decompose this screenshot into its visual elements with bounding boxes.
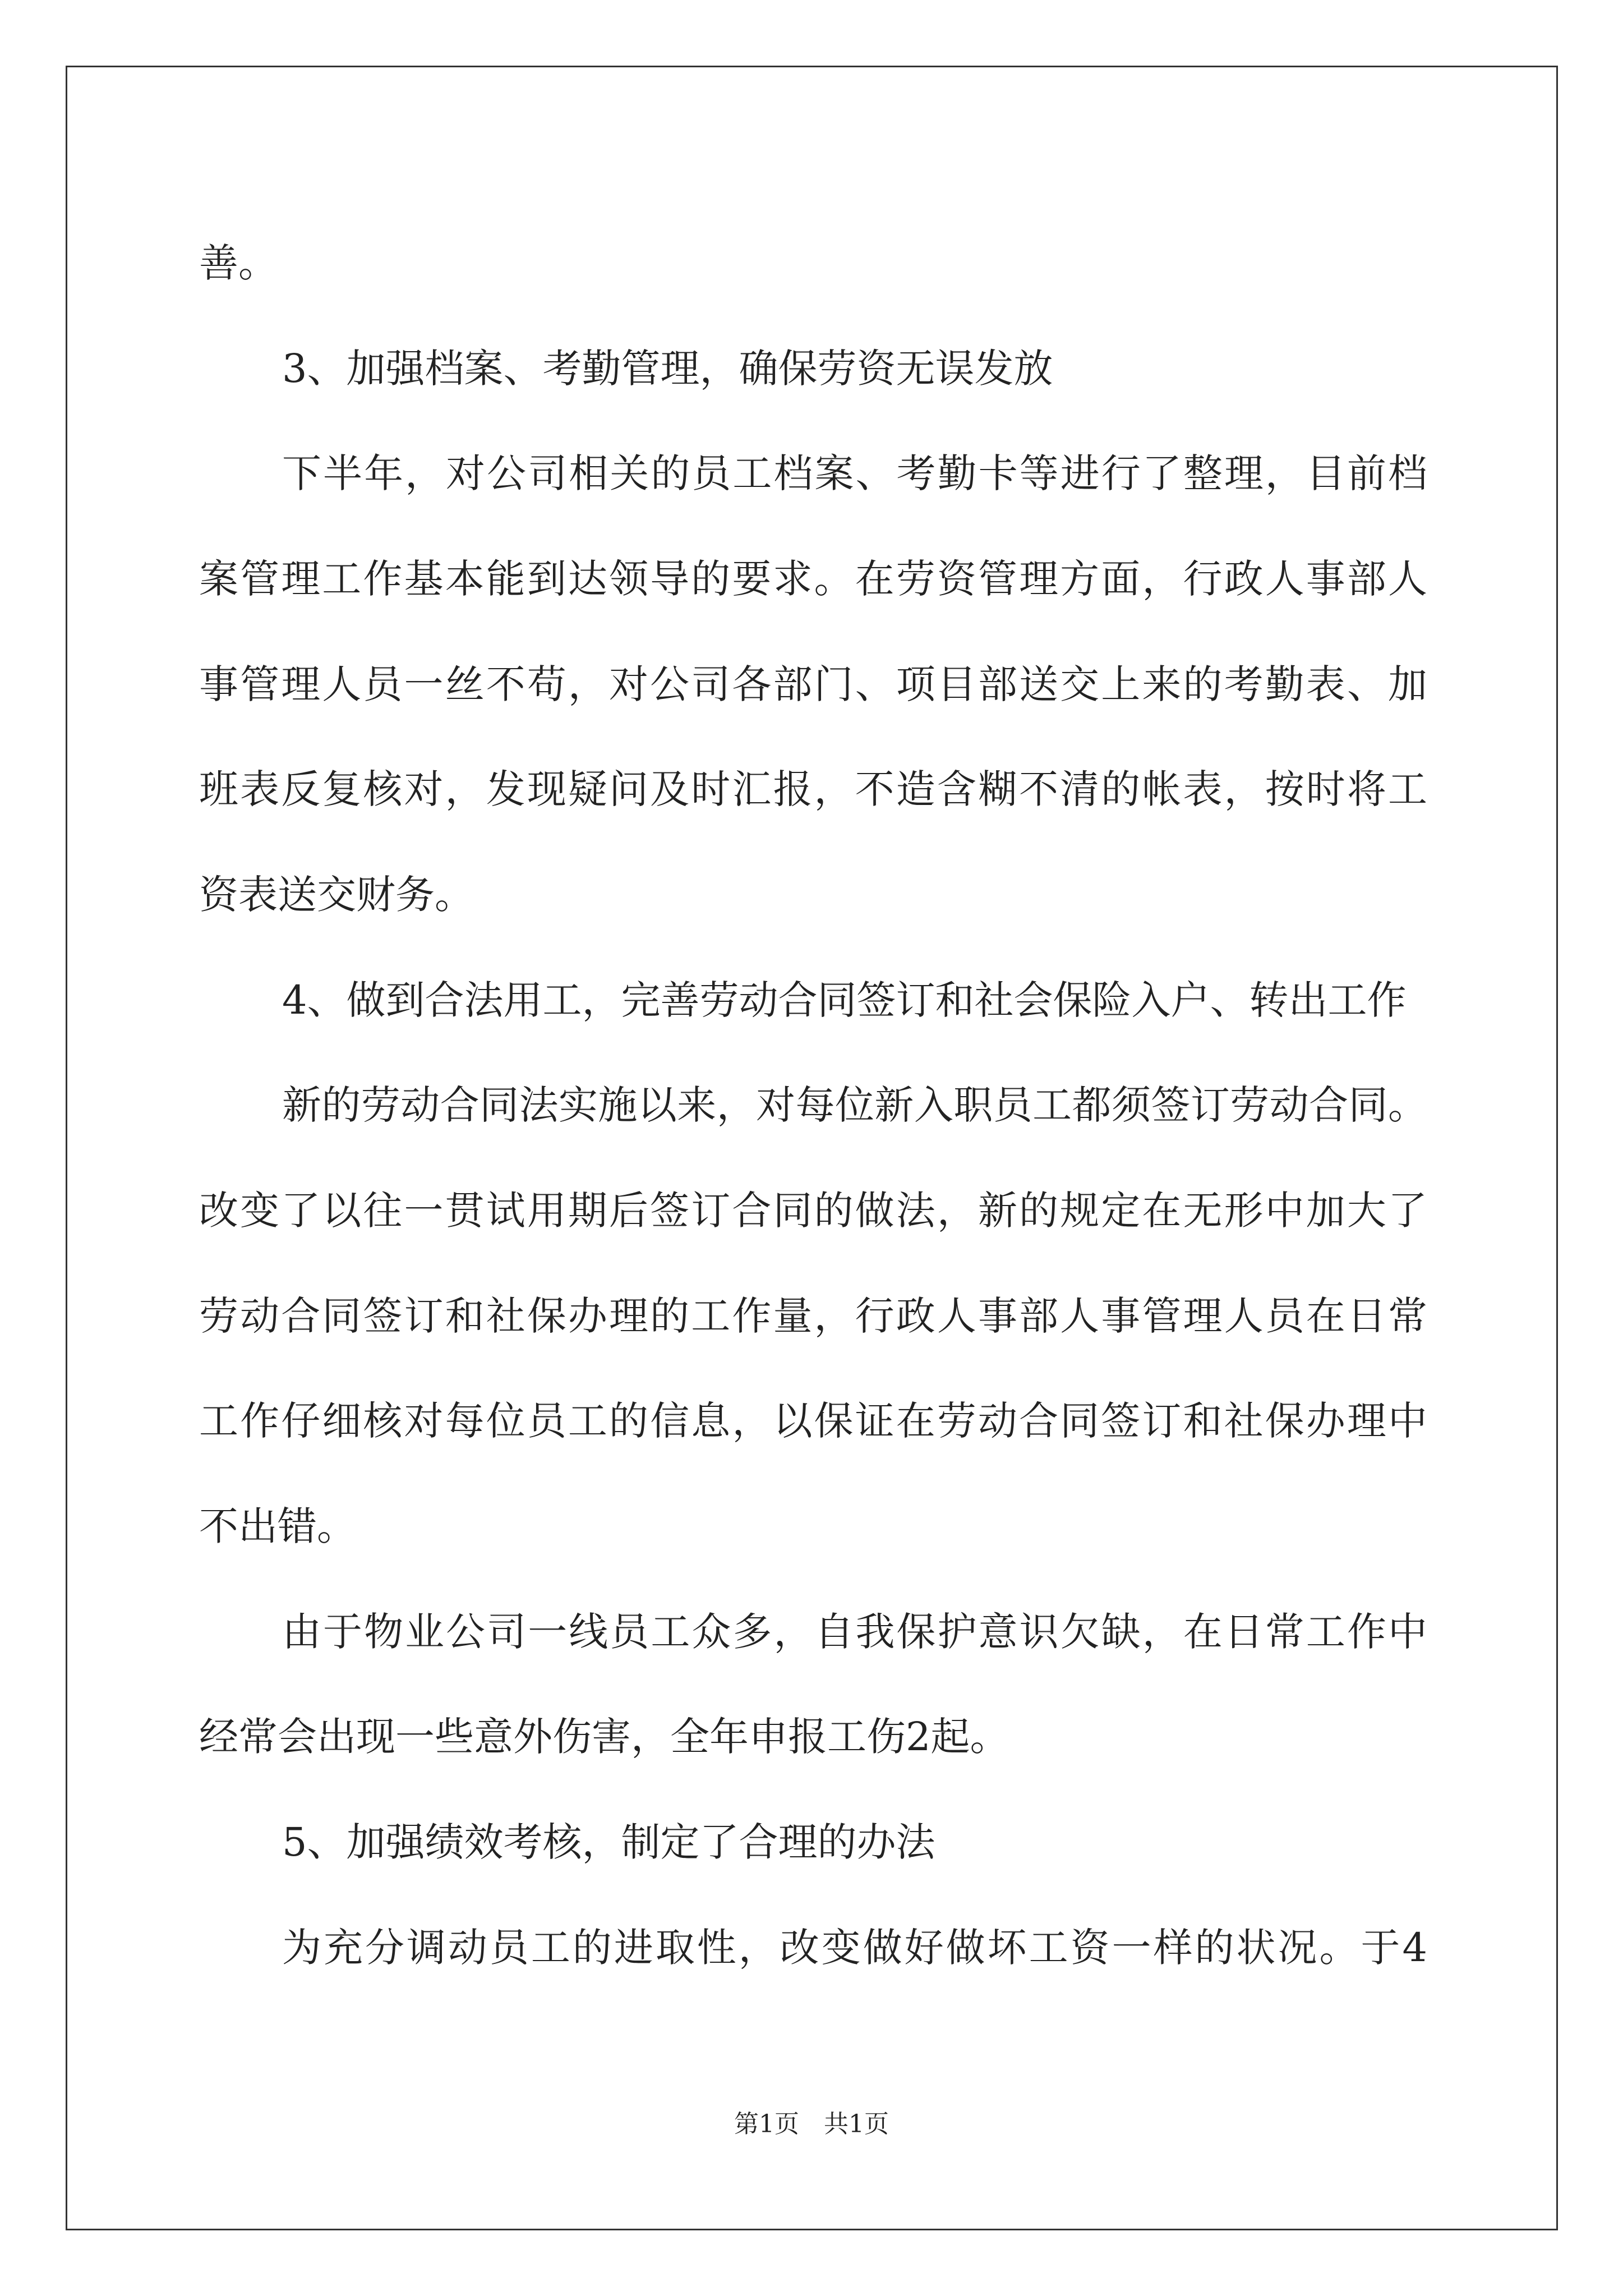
text-line: 劳动合同签订和社保办理的工作量，行政人事部人事管理人员在日常 <box>199 1293 1427 1339</box>
text-line: 改变了以往一贯试用期后签订合同的做法，新的规定在无形中加大了 <box>199 1188 1427 1234</box>
text-line: 为充分调动员工的进取性，改变做好做坏工资一样的状况。于4 <box>282 1925 1427 1971</box>
text-line: 由于物业公司一线员工众多，自我保护意识欠缺，在日常工作中 <box>282 1609 1427 1655</box>
text-line: 善。 <box>199 240 278 286</box>
page-number: 第1页 共1页 <box>734 2110 889 2138</box>
text-line: 新的劳动合同法实施以来，对每位新入职员工都须签订劳动合同。 <box>282 1082 1427 1128</box>
text-line: 案管理工作基本能到达领导的要求。在劳资管理方面，行政人事部人 <box>199 556 1427 602</box>
text-line: 不出错。 <box>199 1503 356 1549</box>
section-heading: 3、加强档案、考勤管理，确保劳资无误发放 <box>282 346 1053 392</box>
text-line: 工作仔细核对每位员工的信息，以保证在劳动合同签订和社保办理中 <box>199 1398 1427 1444</box>
section-heading: 5、加强绩效考核，制定了合理的办法 <box>282 1819 935 1865</box>
section-heading: 4、做到合法用工，完善劳动合同签订和社会保险入户、转出工作 <box>282 977 1407 1023</box>
text-line: 经常会出现一些意外伤害，全年申报工伤2起。 <box>199 1714 1009 1760</box>
text-line: 资表送交财务。 <box>199 872 474 918</box>
text-line: 事管理人员一丝不苟，对公司各部门、项目部送交上来的考勤表、加 <box>199 661 1427 707</box>
text-line: 班表反复核对，发现疑问及时汇报，不造含糊不清的帐表，按时将工 <box>199 766 1427 812</box>
text-line: 下半年，对公司相关的员工档案、考勤卡等进行了整理，目前档 <box>282 450 1427 496</box>
